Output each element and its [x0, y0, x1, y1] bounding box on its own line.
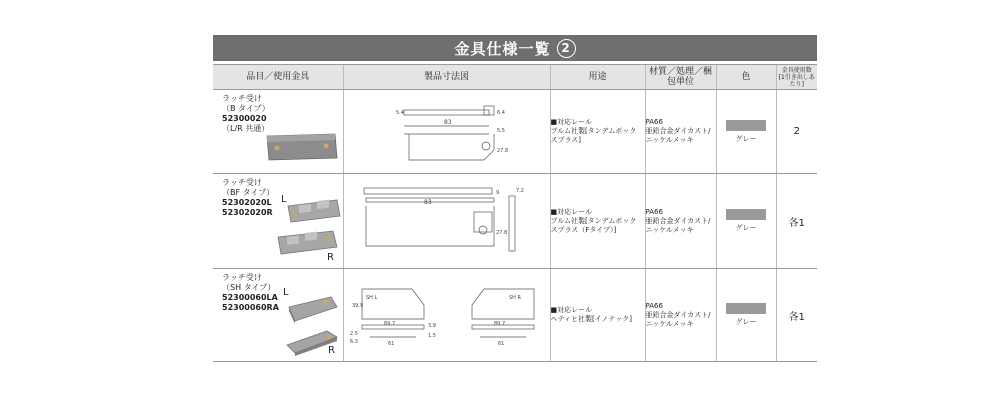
color-cell [716, 269, 776, 362]
qty-cell: 各1 [776, 269, 817, 362]
usage-line2: ブルム社製[タンデムボック [550, 127, 637, 135]
dim-h1: 5.4 [395, 110, 404, 116]
dimension-drawing-cell [343, 174, 550, 269]
item-code-right: 52300060RA [222, 303, 279, 312]
color-cell [716, 174, 776, 269]
dim-length-right: 89.7 [493, 321, 505, 327]
header-material [645, 65, 716, 90]
header-material-line2: 包単位 [666, 77, 694, 87]
item-name: ラッチ受け [222, 178, 262, 187]
usage-line1: ■対応レール [550, 306, 592, 314]
dim-base-right: 61 [497, 341, 504, 347]
header-qty [776, 65, 817, 90]
material-line2: 亜鉛合金ダイカスト/ [645, 216, 711, 225]
table-row [213, 174, 817, 269]
color-swatch [726, 209, 766, 220]
dim-h3: 5.5 [496, 128, 505, 134]
usage-cell [550, 174, 645, 269]
product-photo-right [275, 229, 341, 257]
product-photo-right [283, 327, 341, 357]
usage-line1: ■対応レール [550, 207, 592, 216]
product-photo-left [285, 295, 341, 325]
material-cell [645, 90, 716, 174]
dim-t1: 3.9 [427, 323, 436, 329]
material-cell [645, 269, 716, 362]
material-cell [645, 174, 716, 269]
dimension-drawing-cell [343, 90, 550, 174]
header-material-line1: 材質／処理／梱 [648, 67, 712, 77]
item-note: （L/R 共通） [222, 124, 270, 133]
header-item: 品目／使用金具 [213, 65, 343, 90]
dimension-drawing-cell [343, 269, 550, 362]
dim-h2: 6.4 [496, 110, 505, 116]
color-swatch [726, 303, 766, 314]
dim-length-left: 89.7 [383, 321, 395, 327]
header-qty-line2: [1引き出しあたり] [778, 73, 815, 88]
dim-h2: 27.8 [495, 230, 507, 236]
dim-h1: 9 [495, 190, 499, 196]
dim-t2: 1.5 [427, 333, 436, 339]
usage-line3: スプラス（Fタイプ）] [550, 225, 617, 234]
item-type: （BF タイプ） [222, 188, 275, 197]
material-line3: ニッケルメッキ [645, 136, 694, 144]
label-left: L [283, 287, 289, 298]
header-usage: 用途 [550, 65, 645, 90]
color-name: グレー [735, 134, 757, 143]
usage-line3: スプラス] [550, 136, 582, 144]
page-number-badge: 2 [557, 39, 576, 58]
dimension-drawing [344, 174, 551, 268]
table-row [213, 90, 817, 174]
table-row [213, 269, 817, 362]
dim-length: 83 [423, 199, 432, 206]
page-title-text: 金具仕様一覧 [454, 39, 551, 58]
material-line1: PA66 [645, 118, 663, 126]
label-right: R [327, 252, 334, 263]
dim-s2: 6.3 [349, 339, 358, 345]
material-line2: 亜鉛合金ダイカスト/ [645, 310, 711, 319]
header-qty-line1: 金具使用数 [781, 66, 812, 74]
header-dimension: 製品寸法図 [343, 65, 550, 90]
color-name: グレー [735, 224, 757, 232]
color-cell [716, 90, 776, 174]
material-line3: ニッケルメッキ [645, 225, 694, 234]
color-swatch [726, 120, 766, 131]
color-name: グレー [735, 318, 757, 326]
header-row [213, 65, 817, 90]
qty-cell: 2 [776, 90, 817, 174]
item-cell [213, 174, 343, 269]
item-type: （B タイプ） [222, 104, 270, 113]
dim-h4: 27.8 [496, 148, 508, 154]
mark-right: SH R [508, 295, 521, 301]
dim-length: 83 [443, 119, 452, 126]
product-photo-left [285, 198, 343, 224]
item-name: ラッチ受け [222, 94, 262, 103]
usage-cell [550, 90, 645, 174]
material-line1: PA66 [645, 301, 663, 310]
dim-h: 39.9 [351, 303, 363, 309]
item-code-left: 52302020L [222, 198, 272, 207]
label-left: L [281, 194, 287, 205]
page-title [213, 35, 817, 61]
material-line3: ニッケルメッキ [645, 319, 694, 328]
item-cell [213, 269, 343, 362]
header-color: 色 [716, 65, 776, 90]
dim-base-left: 61 [387, 341, 394, 347]
product-photo [263, 132, 339, 162]
dim-s1: 2.5 [349, 331, 358, 337]
item-cell [213, 90, 343, 174]
spec-table [213, 64, 817, 362]
label-right: R [328, 345, 335, 356]
item-type: （SH タイプ） [222, 283, 276, 292]
material-line2: 亜鉛合金ダイカスト/ [645, 127, 711, 135]
usage-line2: ブルム社製[タンデムボック [550, 216, 637, 225]
item-name: ラッチ受け [222, 273, 262, 282]
usage-line1: ■対応レール [550, 118, 592, 126]
item-code-right: 52302020R [222, 208, 273, 217]
qty-cell: 各1 [776, 174, 817, 269]
dim-side: 7.2 [515, 188, 524, 194]
item-code-left: 52300060LA [222, 293, 278, 302]
usage-cell [550, 269, 645, 362]
usage-line2: ヘティヒ社製[イノテック] [550, 315, 632, 323]
dimension-drawing [344, 90, 551, 173]
dimension-drawing [344, 269, 551, 361]
item-code: 52300020 [222, 114, 267, 123]
mark-left: SH L [365, 295, 377, 301]
material-line1: PA66 [645, 207, 663, 216]
